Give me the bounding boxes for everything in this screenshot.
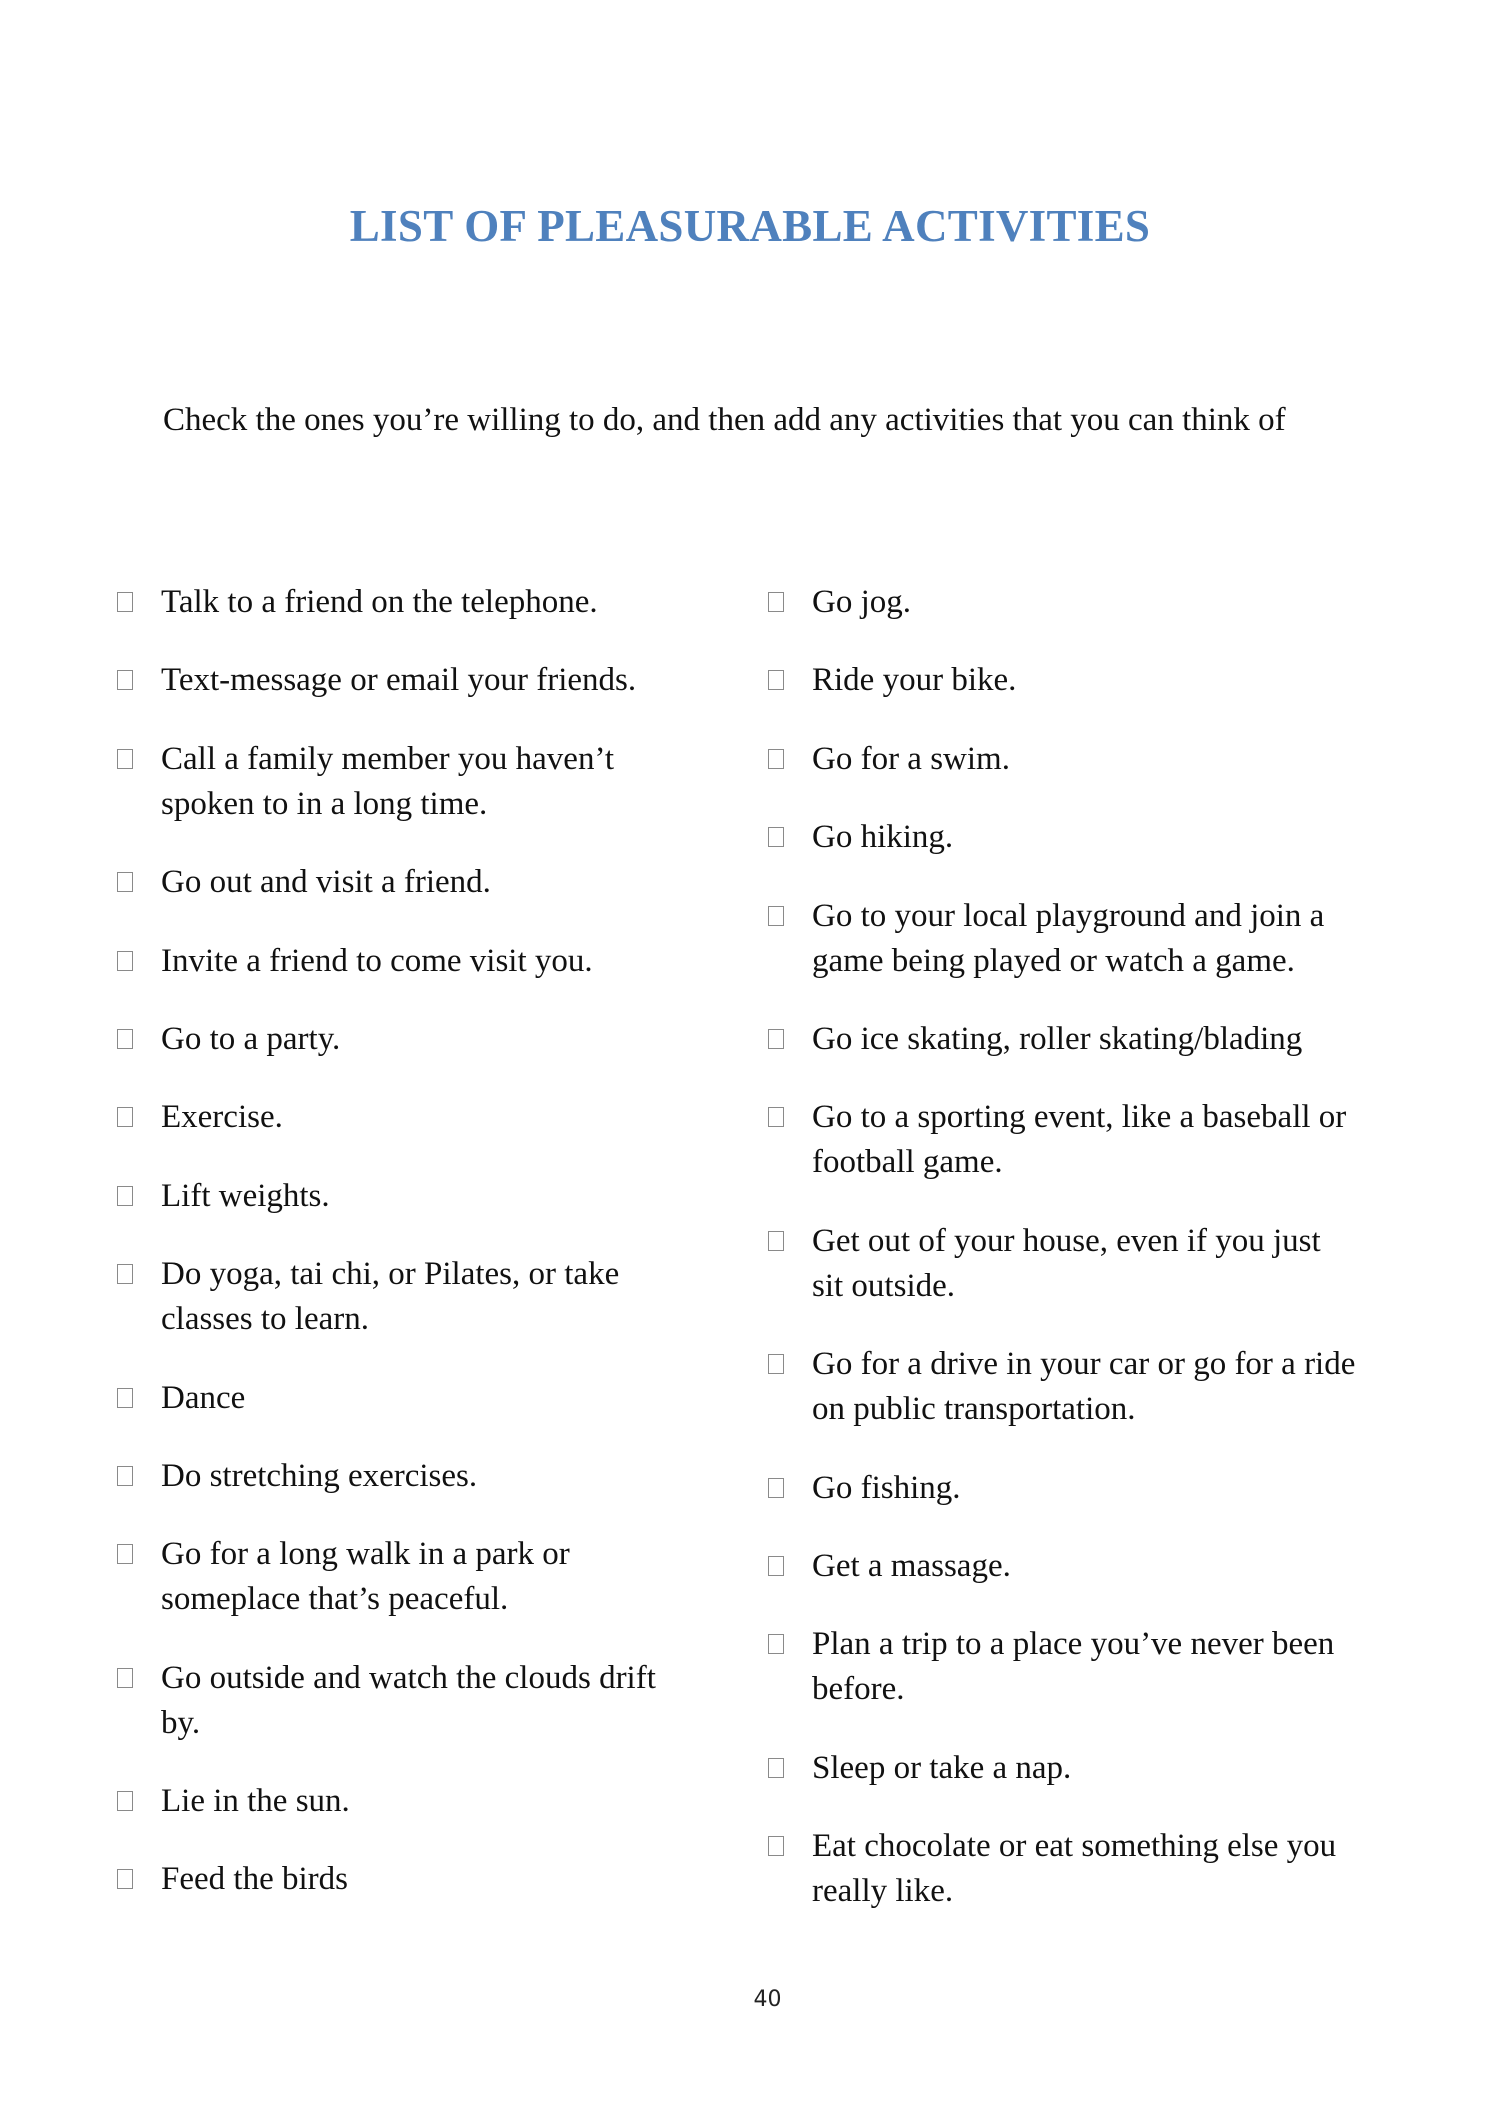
checkbox[interactable] bbox=[117, 1466, 133, 1486]
checkbox[interactable] bbox=[768, 1231, 784, 1251]
activity-item bbox=[117, 1656, 697, 1746]
activity-label: Go for a swim. bbox=[812, 740, 1010, 777]
activity-item bbox=[768, 1622, 1358, 1712]
checkbox[interactable] bbox=[768, 827, 784, 847]
activity-label: Eat chocolate or eat something else you really like. bbox=[812, 1828, 1337, 1910]
checkbox[interactable] bbox=[117, 749, 133, 769]
page-number: 40 bbox=[753, 1987, 782, 2012]
activity-label: Dance bbox=[161, 1379, 246, 1416]
activity-label: Go to your local playground and join a game being played or watch a game. bbox=[812, 897, 1325, 979]
activity-item bbox=[768, 815, 1358, 860]
activity-item bbox=[768, 1544, 1358, 1589]
activity-item bbox=[768, 1219, 1358, 1309]
activity-item bbox=[117, 939, 697, 984]
activity-label: Go fishing. bbox=[812, 1469, 961, 1506]
activity-label: Go jog. bbox=[812, 584, 911, 620]
checkbox[interactable] bbox=[768, 906, 784, 926]
activity-label: Get out of your house, even if you just sit outside. bbox=[812, 1222, 1321, 1304]
activity-label: Go to a sporting event, like a baseball or football game. bbox=[812, 1099, 1347, 1181]
checkbox[interactable] bbox=[117, 872, 133, 892]
activity-item bbox=[117, 1779, 697, 1824]
right-activity-list bbox=[768, 580, 1358, 1947]
activity-label: Go for a long walk in a park or someplace that’s peaceful. bbox=[161, 1536, 570, 1618]
activity-label: Go ice skating, roller skating/blading bbox=[812, 1020, 1303, 1057]
checkbox[interactable] bbox=[117, 1264, 133, 1284]
activity-item bbox=[117, 1252, 697, 1342]
activity-item bbox=[768, 1342, 1358, 1432]
activity-item bbox=[117, 1376, 697, 1421]
checkbox[interactable] bbox=[768, 1556, 784, 1576]
activity-label: Talk to a friend on the telephone. bbox=[161, 584, 598, 620]
checkbox[interactable] bbox=[117, 1544, 133, 1564]
checkbox[interactable] bbox=[768, 592, 784, 612]
activity-label: Get a massage. bbox=[812, 1547, 1011, 1584]
checkbox[interactable] bbox=[117, 1388, 133, 1408]
checkbox[interactable] bbox=[117, 1029, 133, 1049]
activity-item bbox=[768, 580, 1358, 625]
checkbox[interactable] bbox=[768, 1634, 784, 1654]
activity-item bbox=[117, 737, 697, 827]
checkbox[interactable] bbox=[768, 1354, 784, 1374]
instructions-text: Check the ones you’re willing to do, and then add any activities that you can think of bbox=[163, 402, 1286, 438]
left-activity-list bbox=[117, 580, 697, 1936]
checkbox[interactable] bbox=[117, 670, 133, 690]
activity-label: Invite a friend to come visit you. bbox=[161, 942, 593, 979]
activity-item bbox=[768, 1095, 1358, 1185]
activity-label: Do yoga, tai chi, or Pilates, or take classes to learn. bbox=[161, 1256, 620, 1338]
checkbox[interactable] bbox=[117, 592, 133, 612]
activity-item bbox=[117, 658, 697, 703]
activity-label: Plan a trip to a place you’ve never been before. bbox=[812, 1626, 1335, 1708]
checkbox[interactable] bbox=[117, 951, 133, 971]
activity-label: Ride your bike. bbox=[812, 662, 1017, 699]
activity-label: Lift weights. bbox=[161, 1177, 330, 1214]
activity-item bbox=[768, 658, 1358, 703]
activity-item bbox=[117, 1017, 697, 1062]
activity-label: Sleep or take a nap. bbox=[812, 1749, 1072, 1786]
page-title: LIST OF PLEASURABLE ACTIVITIES bbox=[349, 201, 1151, 251]
activity-label: Do stretching exercises. bbox=[161, 1457, 478, 1494]
checkbox[interactable] bbox=[768, 1836, 784, 1856]
activity-item bbox=[768, 1466, 1358, 1511]
checkbox[interactable] bbox=[768, 1029, 784, 1049]
checkbox[interactable] bbox=[768, 670, 784, 690]
activity-item bbox=[768, 737, 1358, 782]
activity-label: Go hiking. bbox=[812, 819, 954, 856]
activity-label: Exercise. bbox=[161, 1099, 283, 1136]
activity-label: Go out and visit a friend. bbox=[161, 864, 491, 901]
activity-item bbox=[117, 580, 697, 625]
activity-item bbox=[768, 894, 1358, 984]
activity-item bbox=[117, 1454, 697, 1499]
activity-item bbox=[117, 1095, 697, 1140]
activity-item bbox=[117, 1532, 697, 1622]
checkbox[interactable] bbox=[117, 1668, 133, 1688]
activity-label: Go outside and watch the clouds drift by. bbox=[161, 1659, 656, 1741]
activity-item bbox=[117, 1857, 697, 1902]
checkbox[interactable] bbox=[768, 1758, 784, 1778]
activity-item bbox=[768, 1746, 1358, 1791]
activity-item bbox=[768, 1824, 1358, 1914]
checkbox[interactable] bbox=[768, 1478, 784, 1498]
checkbox[interactable] bbox=[768, 749, 784, 769]
checkbox[interactable] bbox=[117, 1869, 133, 1889]
checkbox[interactable] bbox=[768, 1107, 784, 1127]
activity-item bbox=[117, 1174, 697, 1219]
activity-label: Go to a party. bbox=[161, 1020, 341, 1057]
activity-item bbox=[768, 1017, 1358, 1062]
checkbox[interactable] bbox=[117, 1107, 133, 1127]
activity-label: Lie in the sun. bbox=[161, 1783, 350, 1820]
activity-item bbox=[117, 860, 697, 905]
checkbox[interactable] bbox=[117, 1186, 133, 1206]
checkbox[interactable] bbox=[117, 1791, 133, 1811]
activity-label: Go for a drive in your car or go for a ride on public transportation. bbox=[812, 1346, 1356, 1428]
activity-label: Feed the birds bbox=[161, 1861, 348, 1898]
activity-label: Call a family member you haven’t spoken to in a long time. bbox=[161, 740, 615, 822]
activity-label: Text-message or email your friends. bbox=[161, 662, 637, 699]
